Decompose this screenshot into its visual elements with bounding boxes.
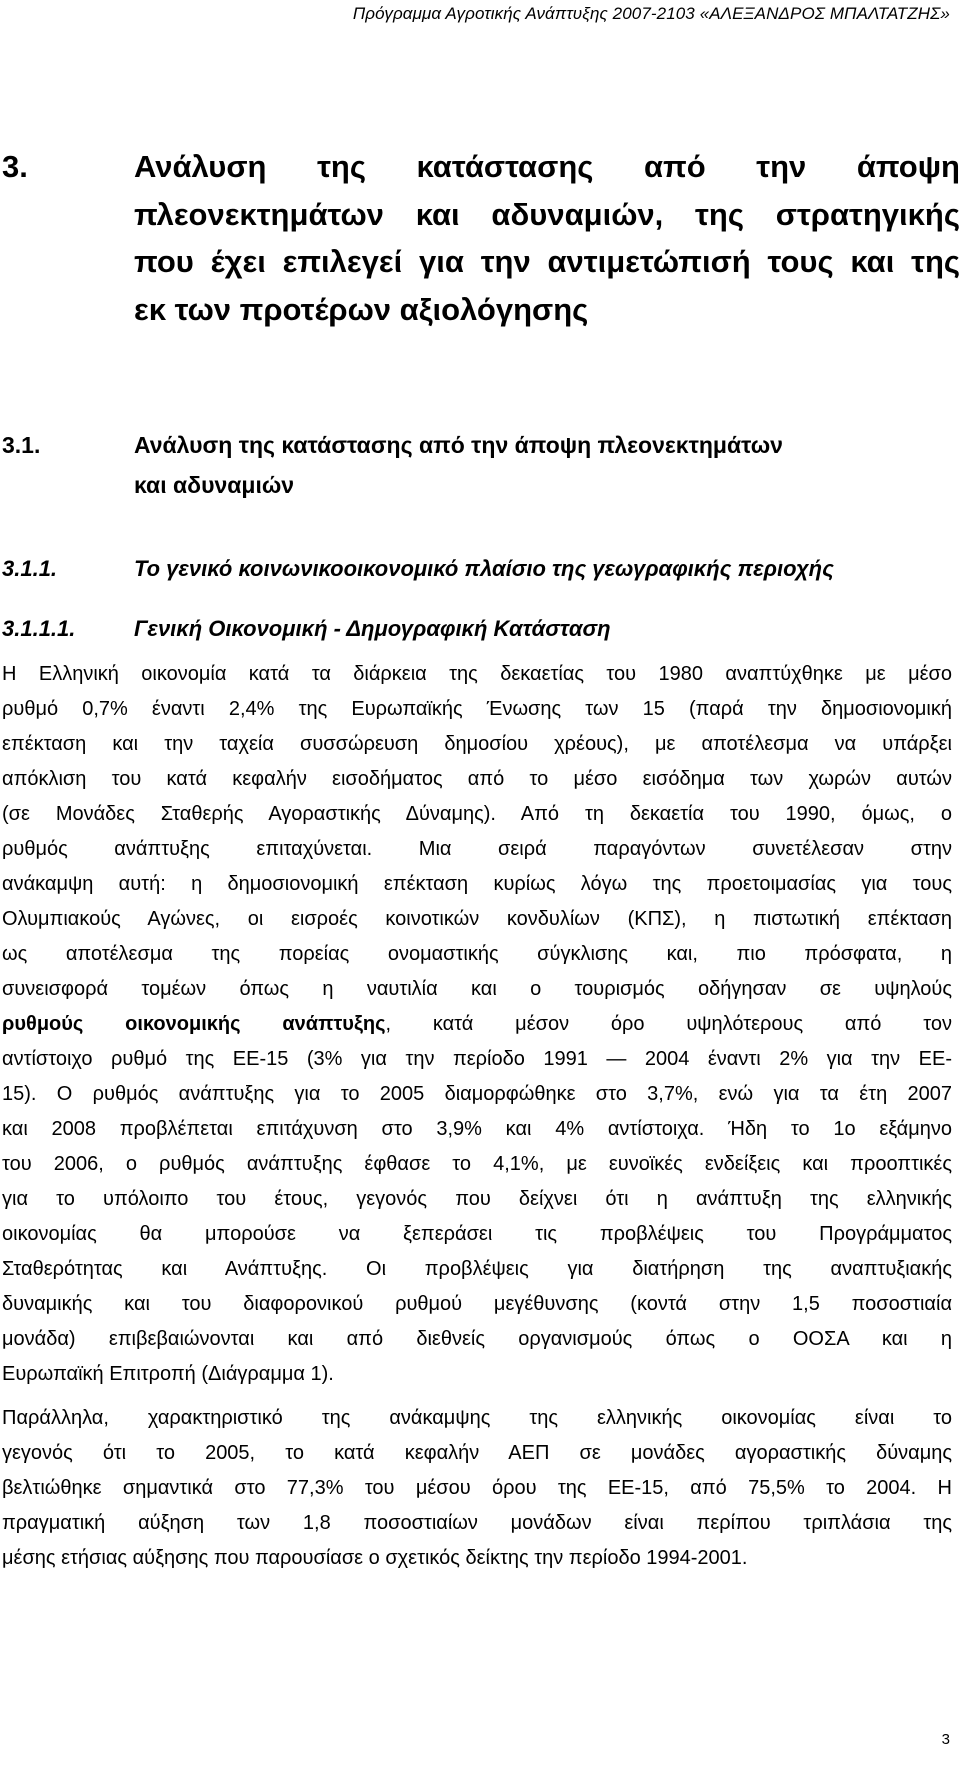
body-line: του 2006, ο ρυθμός ανάπτυξης έφθασε το 4,1%, με ευνοϊκές ενδείξεις και προοπτικές — [2, 1153, 952, 1175]
body-line: γεγονός ότι το 2005, το κατά κεφαλήν ΑΕΠ σε μονάδες αγοραστικής δύναμης — [2, 1442, 952, 1464]
body-line: και 2008 προβλέπεται επιτάχυνση στο 3,9% και 4% αντίστοιχα. Ήδη το 1ο εξάμηνο — [2, 1118, 952, 1140]
page-number: 3 — [941, 1731, 950, 1748]
paragraph-heading-title: Γενική Οικονομική - Δημογραφική Κατάσταση — [134, 616, 611, 641]
subsection-number: 3.1. — [2, 432, 41, 458]
subsection-title-line: Ανάλυση της κατάστασης από την άποψη πλεονεκτημάτων — [134, 432, 783, 458]
body-line: Σταθερότητας και Ανάπτυξης. Οι προβλέψεις για διατήρηση της αναπτυξιακής — [2, 1258, 952, 1280]
section-number: 3. — [2, 149, 28, 184]
section-title-line: εκ των προτέρων αξιολόγησης — [134, 291, 589, 327]
body-line: μονάδα) επιβεβαιώνονται και από διεθνείς οργανισμούς όπως ο ΟΟΣΑ και η — [2, 1328, 952, 1350]
body-line-rest: , κατά μέσον όρο υψηλότερους από τον — [385, 1013, 952, 1035]
body-line: Παράλληλα, χαρακτηριστικό της ανάκαμψης της ελληνικής οικονομίας είναι το — [2, 1407, 952, 1429]
paragraph-heading-number: 3.1.1.1. — [2, 616, 76, 641]
section-title-line: Ανάλυση της κατάστασης από την άποψη — [134, 149, 960, 184]
body-line: (σε Μονάδες Σταθερής Αγοραστικής Δύναμης). Από τη δεκαετία του 1990, όμως, ο — [2, 803, 952, 825]
paragraph-heading — [2, 616, 960, 642]
body-line: ρυθμός ανάπτυξης επιταχύνεται. Μια σειρά παραγόντων συνετέλεσαν στην — [2, 838, 952, 860]
body-line: επέκταση και την ταχεία συσσώρευση δημοσίου χρέους), με αποτέλεσμα να υπάρξει — [2, 733, 952, 755]
body-line: Ολυμπιακούς Αγώνες, οι εισροές κοινοτικών κονδυλίων (ΚΠΣ), η πιστωτική επέκταση — [2, 908, 952, 930]
subsubsection-title: Το γενικό κοινωνικοοικονομικό πλαίσιο της γεωγραφικής περιοχής — [134, 556, 834, 581]
section-title-line: πλεονεκτημάτων και αδυναμιών, της στρατηγικής — [134, 196, 960, 232]
body-line: Η Ελληνική οικονομία κατά τα διάρκεια της δεκαετίας του 1980 αναπτύχθηκε με μέσο — [2, 663, 952, 685]
running-header: Πρόγραμμα Αγροτικής Ανάπτυξης 2007-2103 «ΑΛΕΞΑΝΔΡΟΣ ΜΠΑΛΤΑΤΖΗΣ» — [352, 4, 950, 23]
body-line: μέσης ετήσιας αύξησης που παρουσίασε ο σχετικός δείκτης την περίοδο 1994-2001. — [2, 1547, 748, 1569]
subsubsection-number: 3.1.1. — [2, 556, 58, 581]
body-line: συνεισφορά τομέων όπως η ναυτιλία και ο τουρισμός οδήγησαν σε υψηλούς — [2, 978, 952, 1000]
body-line: ανάκαμψη αυτή: η δημοσιονομική επέκταση κυρίως λόγω της προετοιμασίας για τους — [2, 873, 952, 895]
body-line: Ευρωπαϊκή Επιτροπή (Διάγραμμα 1). — [2, 1363, 334, 1385]
section-title-line: που έχει επιλεγεί για την αντιμετώπισή τους και της — [134, 244, 960, 279]
subsubsection-heading — [2, 556, 960, 582]
body-line: οικονομίας θα μπορούσε να ξεπεράσει τις προβλέψεις του Προγράμματος — [2, 1223, 952, 1245]
bold-phrase: ρυθμούς οικονομικής ανάπτυξης — [2, 1013, 386, 1035]
body-line: πραγματική αύξηση των 1,8 ποσοστιαίων μονάδων είναι περίπου τριπλάσια της — [2, 1512, 952, 1534]
body-line: βελτιώθηκε σημαντικά στο 77,3% του μέσου όρου της ΕΕ-15, από 75,5% το 2004. Η — [2, 1477, 952, 1499]
body-line: δυναμικής και του διαφορoνικού ρυθμού μεγέθυνσης (κοντά στην 1,5 ποσοστιαία — [2, 1293, 952, 1315]
body-line: για το υπόλοιπο του έτους, γεγονός που δείχνει ότι η ανάπτυξη της ελληνικής — [2, 1188, 952, 1210]
body-line: απόκλιση του κατά κεφαλήν εισοδήματος από το μέσο εισόδημα των χωρών αυτών — [2, 768, 952, 790]
body-line: αντίστοιχο ρυθμό της ΕΕ-15 (3% για την περίοδο 1991 — 2004 έναντι 2% για την ΕΕ- — [2, 1048, 952, 1070]
body-line-emphasis — [2, 1013, 952, 1036]
body-line: 15). Ο ρυθμός ανάπτυξης για το 2005 διαμορφώθηκε στο 3,7%, ενώ για τα έτη 2007 — [2, 1083, 952, 1105]
body-line: ρυθμό 0,7% έναντι 2,4% της Ευρωπαϊκής Ένωσης των 15 (παρά την δημοσιονομική — [2, 698, 952, 720]
subsection-title-line: και αδυναμιών — [134, 472, 295, 498]
body-line: ως αποτέλεσμα της πορείας ονομαστικής σύγκλισης και, πιο πρόσφατα, η — [2, 943, 952, 965]
